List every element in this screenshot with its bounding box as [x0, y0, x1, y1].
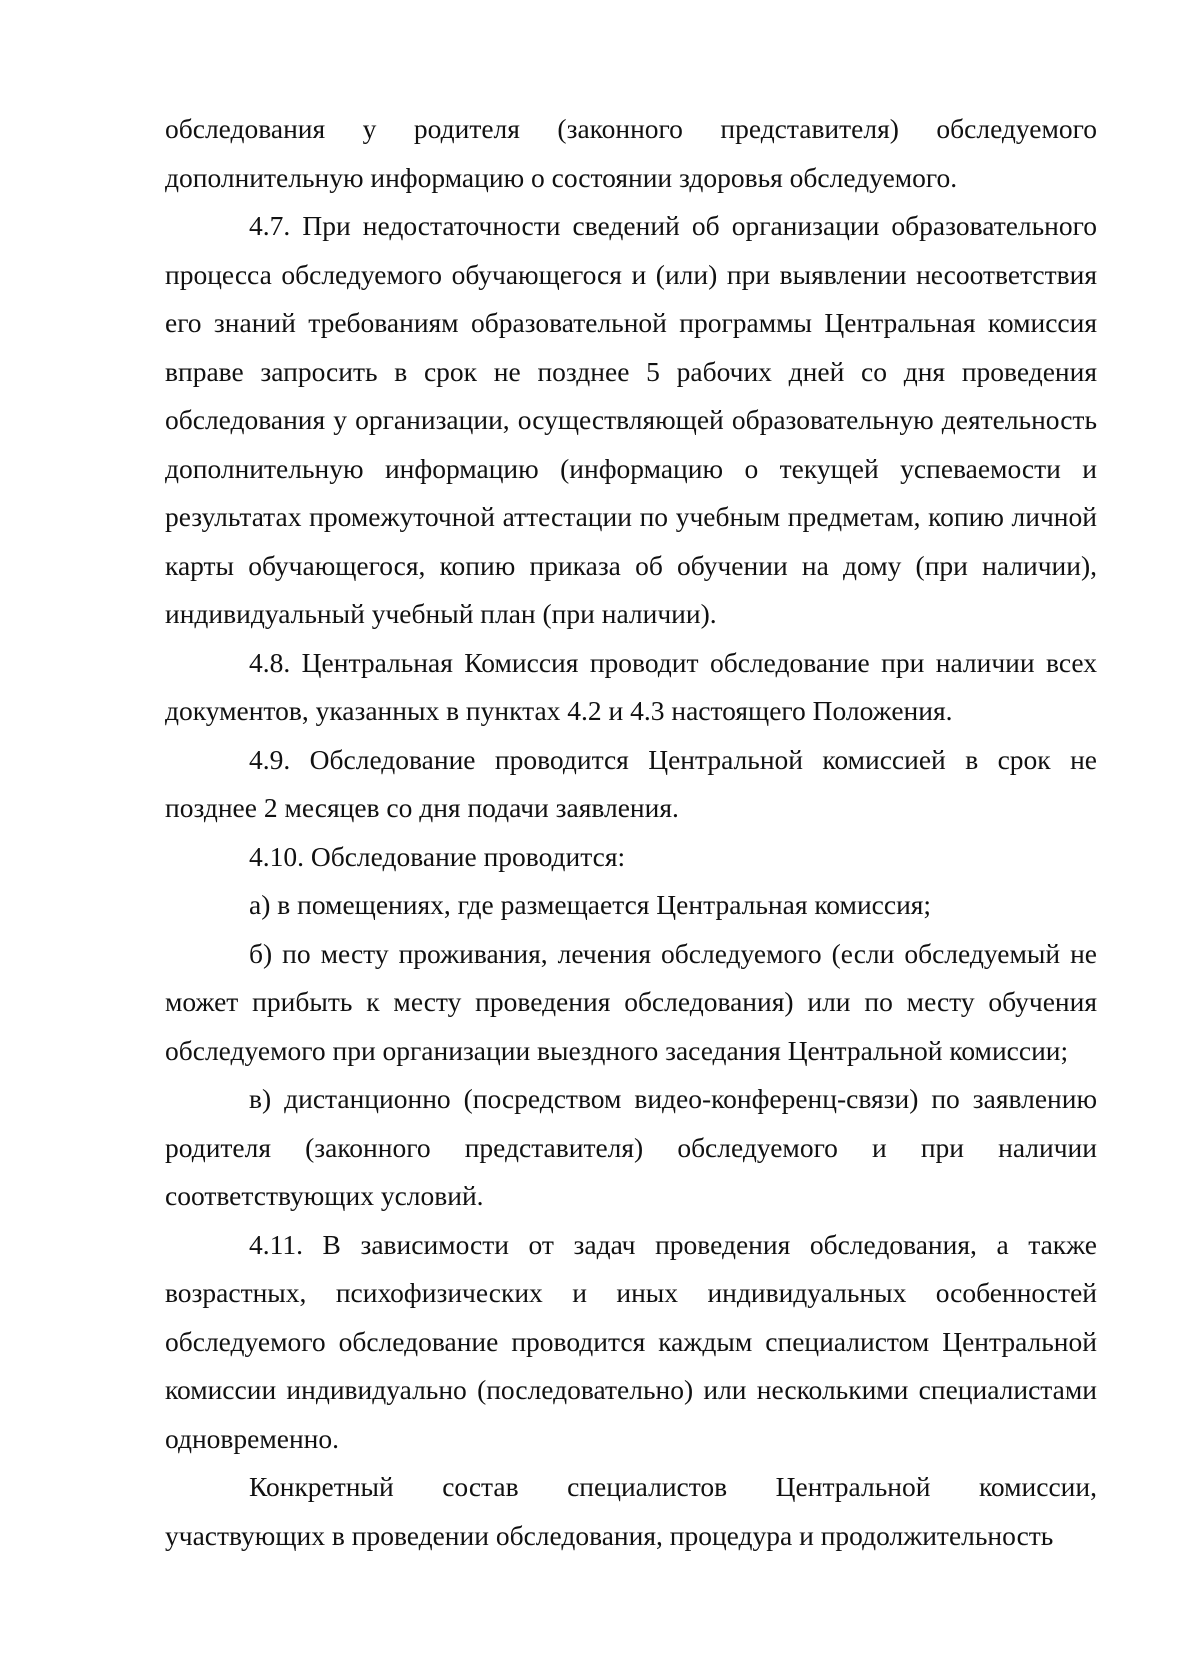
paragraph-4-10-v: в) дистанционно (посредством видео-конференц-связи) по заявлению родителя (законного представителя) обследуемого и при наличии соответствующих условий. [165, 1083, 1097, 1211]
paragraph-4-8: 4.8. Центральная Комиссия проводит обследование при наличии всех документов, указанных в пунктах 4.2 и 4.3 настоящего Положения. [165, 646, 1097, 726]
paragraph-4-9: 4.9. Обследование проводится Центральной комиссией в срок не позднее 2 месяцев со дня подачи заявления. [165, 743, 1097, 823]
paragraph-specialists-composition: Конкретный состав специалистов Центральной комиссии, участвующих в проведении обследования, процедура и продолжительность [165, 1471, 1097, 1551]
paragraph-4-10-a: а) в помещениях, где размещается Центральная комиссия; [249, 889, 932, 920]
paragraph-continuation: обследования у родителя (законного представителя) обследуемого дополнительную информацию о состоянии здоровья обследуемого. [165, 113, 1097, 193]
document-page [165, 105, 1097, 1560]
paragraph-4-7: 4.7. При недостаточности сведений об организации образовательного процесса обследуемого обучающегося и (или) при выявлении несоответствия его знаний требованиям образовательной программы Центральная комиссия вправе запросить в срок не позднее 5 рабочих дней со дня проведения обследования у организации, осуществляющей образовательную деятельность дополнительную информацию (информацию о текущей успеваемости и результатах промежуточной аттестации по учебным предметам, копию личной карты обучающегося, копию приказа об обучении на дому (при наличии), индивидуальный учебный план (при наличии). [165, 210, 1097, 629]
paragraph-4-11: 4.11. В зависимости от задач проведения обследования, а также возрастных, психофизических и иных индивидуальных особенностей обследуемого обследование проводится каждым специалистом Центральной комиссии индивидуально (последовательно) или несколькими специалистами одновременно. [165, 1228, 1097, 1454]
paragraph-4-10: 4.10. Обследование проводится: [249, 840, 626, 872]
paragraph-4-10-b: б) по месту проживания, лечения обследуемого (если обследуемый не может прибыть к месту проведения обследования) или по месту обучения обследуемого при организации выездного заседания Центральной комиссии; [165, 937, 1097, 1066]
